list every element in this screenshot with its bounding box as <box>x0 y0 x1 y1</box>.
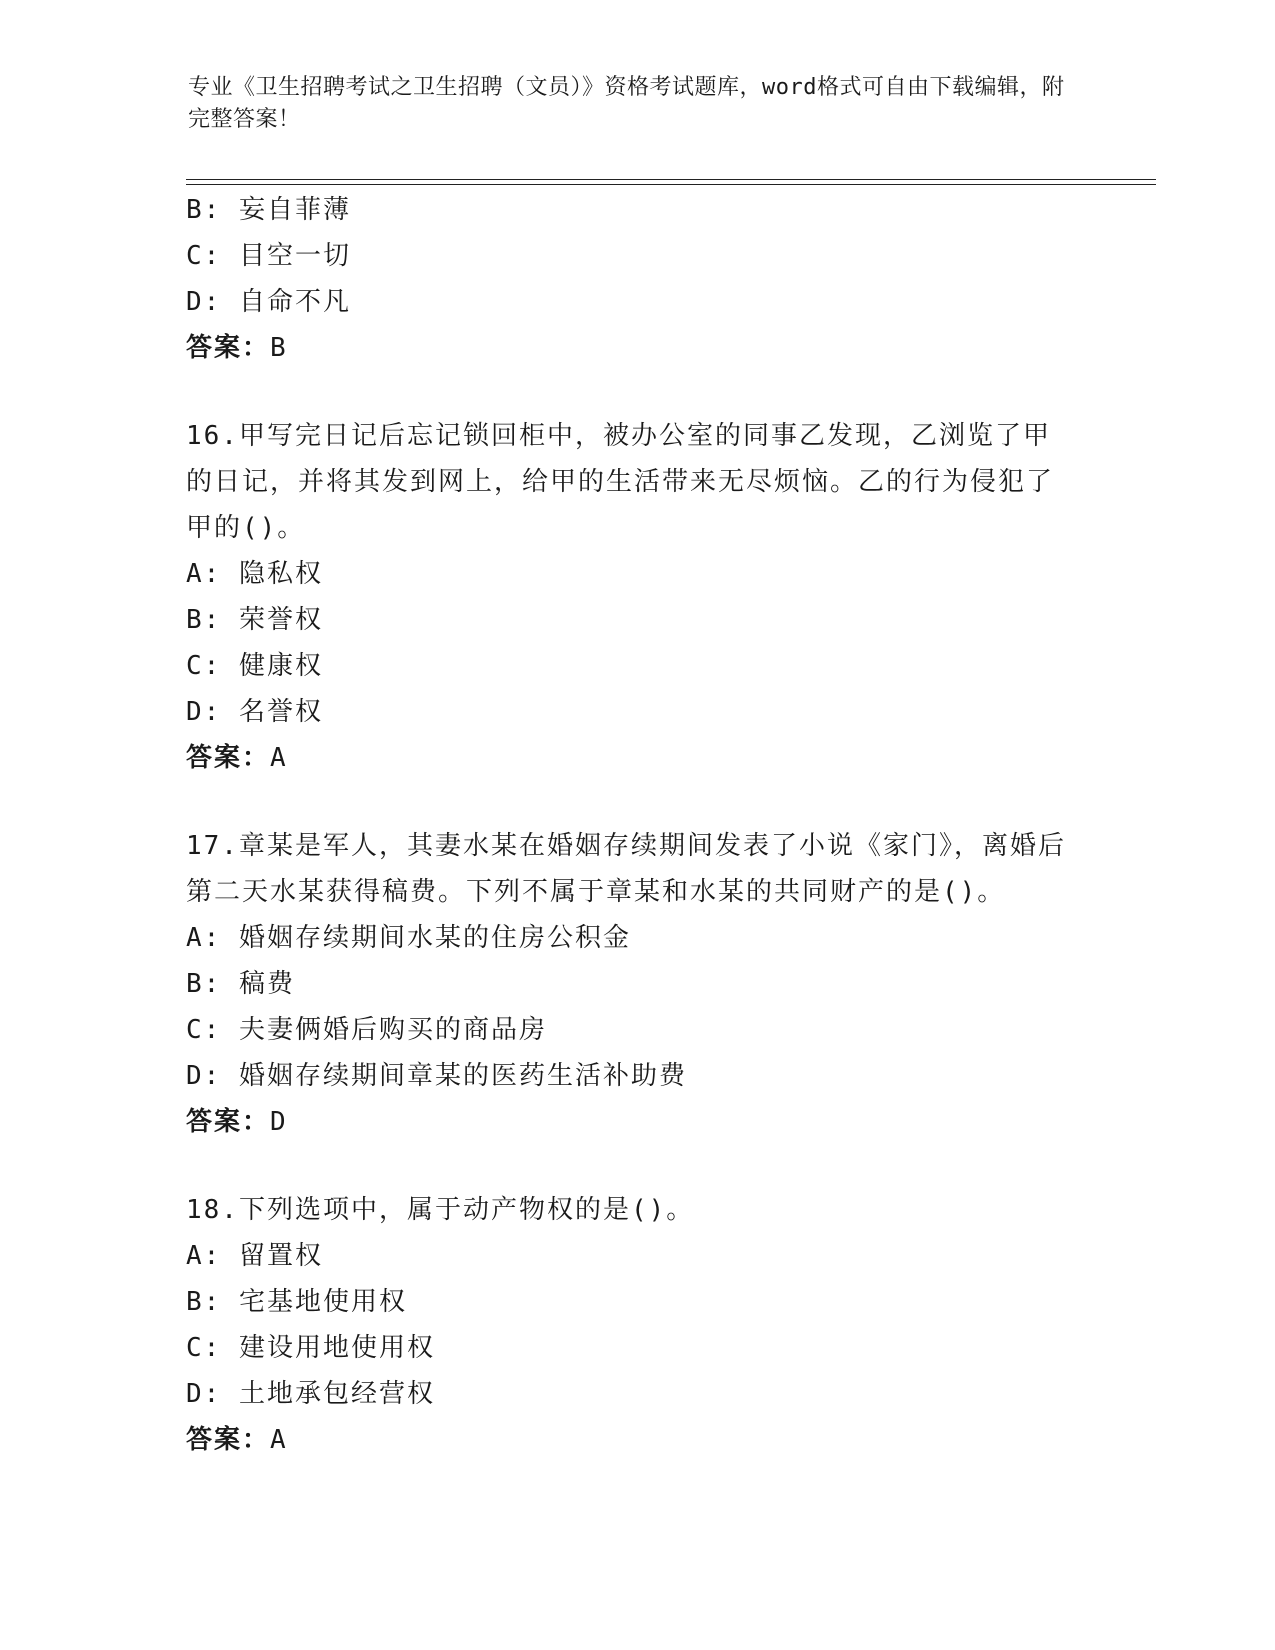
option-d: D: 土地承包经营权 <box>186 1379 435 1409</box>
answer-label: 答案： <box>186 1107 271 1137</box>
answer-label: 答案： <box>186 743 271 773</box>
question-text: 17.章某是军人，其妻水某在婚姻存续期间发表了小说《家门》，离婚后第二天水某获得稿费。下列不属于章某和水某的共同财产的是()。 <box>186 831 1066 907</box>
question-17 <box>186 823 1086 1145</box>
option-c: C: 夫妻俩婚后购买的商品房 <box>186 1015 547 1045</box>
answer-line <box>186 1417 1086 1463</box>
answer-line <box>186 735 1086 781</box>
option-b: B: 妄自菲薄 <box>186 195 351 225</box>
answer-value: A <box>270 743 288 773</box>
question-text: 18.下列选项中，属于动产物权的是()。 <box>186 1195 695 1225</box>
question-18 <box>186 1187 1086 1463</box>
question-list <box>186 187 1086 1463</box>
option-c: C: 目空一切 <box>186 241 351 271</box>
question-16 <box>186 413 1086 781</box>
option-b: B: 稿费 <box>186 969 295 999</box>
question-text: 16.甲写完日记后忘记锁回柜中，被办公室的同事乙发现，乙浏览了甲的日记，并将其发到网上，给甲的生活带来无尽烦恼。乙的行为侵犯了甲的()。 <box>186 421 1055 543</box>
option-d: D: 婚姻存续期间章某的医药生活补助费 <box>186 1061 687 1091</box>
document-header-title: 专业《卫生招聘考试之卫生招聘（文员）》资格考试题库，word格式可自由下载编辑，附完整答案！ <box>188 75 1065 132</box>
answer-value: B <box>270 333 288 363</box>
answer-value: D <box>270 1107 288 1137</box>
option-d: D: 自命不凡 <box>186 287 351 317</box>
option-c: C: 健康权 <box>186 651 323 681</box>
option-b: B: 宅基地使用权 <box>186 1287 407 1317</box>
answer-line <box>186 1099 1086 1145</box>
option-c: C: 建设用地使用权 <box>186 1333 435 1363</box>
header-divider-bottom <box>186 184 1156 185</box>
question-continuation <box>186 187 1086 371</box>
answer-label: 答案： <box>186 1425 271 1455</box>
header-divider-top <box>186 179 1156 180</box>
option-d: D: 名誉权 <box>186 697 323 727</box>
answer-value: A <box>270 1425 288 1455</box>
option-a: A: 留置权 <box>186 1241 323 1271</box>
answer-label: 答案： <box>186 333 271 363</box>
option-a: A: 隐私权 <box>186 559 323 589</box>
option-a: A: 婚姻存续期间水某的住房公积金 <box>186 923 631 953</box>
option-b: B: 荣誉权 <box>186 605 323 635</box>
answer-line <box>186 325 1086 371</box>
